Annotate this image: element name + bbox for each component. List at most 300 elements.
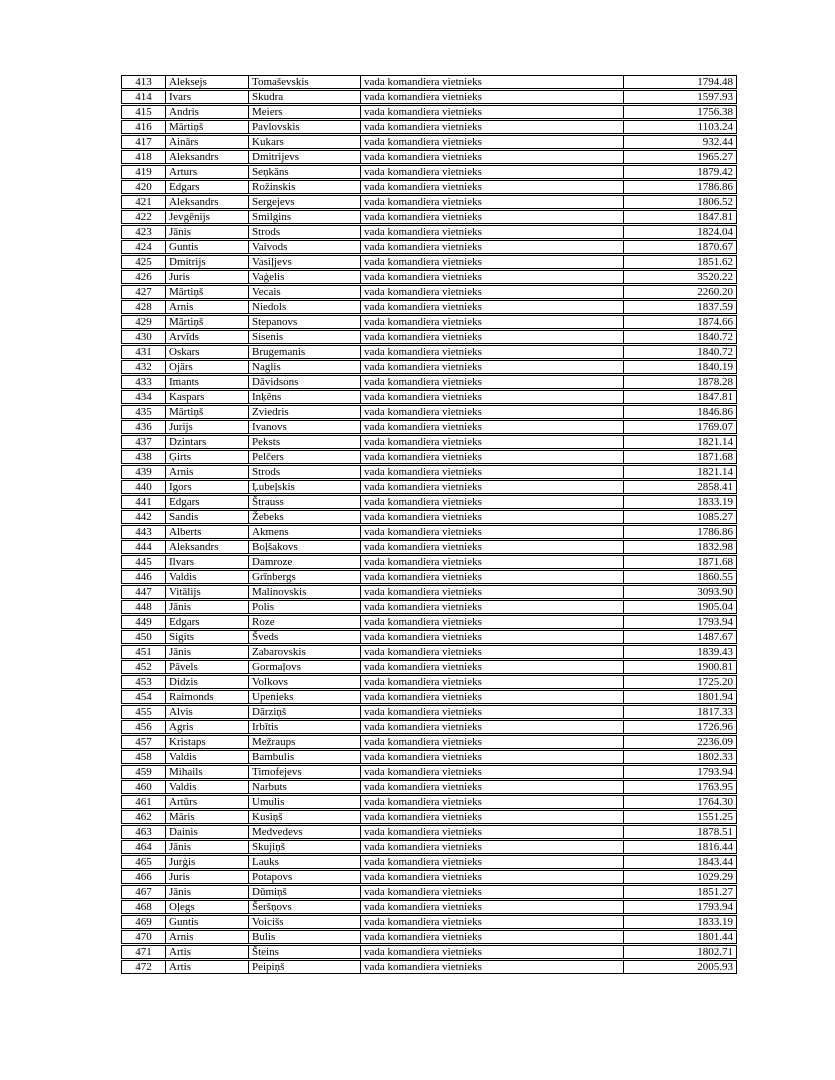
position-cell: vada komandiera vietnieks [360, 450, 623, 464]
table-row [121, 675, 737, 689]
row-number-cell: 447 [121, 585, 165, 599]
first-name-cell: Mihails [165, 765, 248, 779]
amount-cell: 1879.42 [623, 165, 737, 179]
amount-cell: 1878.51 [623, 825, 737, 839]
first-name-cell: Arnis [165, 465, 248, 479]
amount-cell: 1793.94 [623, 765, 737, 779]
row-number-cell: 432 [121, 360, 165, 374]
last-name-cell: Kukars [248, 135, 360, 149]
amount-cell: 2236.09 [623, 735, 737, 749]
table-row [121, 345, 737, 359]
first-name-cell: Kristaps [165, 735, 248, 749]
last-name-cell: Štrauss [248, 495, 360, 509]
position-cell: vada komandiera vietnieks [360, 645, 623, 659]
row-number-cell: 444 [121, 540, 165, 554]
table-body [121, 75, 737, 974]
table-row [121, 120, 737, 134]
position-cell: vada komandiera vietnieks [360, 870, 623, 884]
row-number-cell: 433 [121, 375, 165, 389]
position-cell: vada komandiera vietnieks [360, 120, 623, 134]
amount-cell: 1793.94 [623, 900, 737, 914]
last-name-cell: Inķēns [248, 390, 360, 404]
table-row [121, 180, 737, 194]
table-row [121, 465, 737, 479]
table-row [121, 510, 737, 524]
row-number-cell: 468 [121, 900, 165, 914]
table-row [121, 255, 737, 269]
table-row [121, 690, 737, 704]
last-name-cell: Lauks [248, 855, 360, 869]
first-name-cell: Dainis [165, 825, 248, 839]
position-cell: vada komandiera vietnieks [360, 240, 623, 254]
last-name-cell: Irbītis [248, 720, 360, 734]
row-number-cell: 430 [121, 330, 165, 344]
amount-cell: 1725.20 [623, 675, 737, 689]
first-name-cell: Valdis [165, 780, 248, 794]
amount-cell: 1786.86 [623, 180, 737, 194]
position-cell: vada komandiera vietnieks [360, 555, 623, 569]
position-cell: vada komandiera vietnieks [360, 675, 623, 689]
table-row [121, 660, 737, 674]
row-number-cell: 427 [121, 285, 165, 299]
first-name-cell: Jurijs [165, 420, 248, 434]
amount-cell: 1103.24 [623, 120, 737, 134]
first-name-cell: Alberts [165, 525, 248, 539]
table-row [121, 90, 737, 104]
amount-cell: 1839.43 [623, 645, 737, 659]
last-name-cell: Šveds [248, 630, 360, 644]
row-number-cell: 414 [121, 90, 165, 104]
row-number-cell: 435 [121, 405, 165, 419]
amount-cell: 932.44 [623, 135, 737, 149]
last-name-cell: Akmens [248, 525, 360, 539]
position-cell: vada komandiera vietnieks [360, 525, 623, 539]
position-cell: vada komandiera vietnieks [360, 690, 623, 704]
row-number-cell: 425 [121, 255, 165, 269]
position-cell: vada komandiera vietnieks [360, 375, 623, 389]
table-row [121, 135, 737, 149]
row-number-cell: 426 [121, 270, 165, 284]
table-row [121, 285, 737, 299]
amount-cell: 2260.20 [623, 285, 737, 299]
table-row [121, 570, 737, 584]
amount-cell: 1821.14 [623, 435, 737, 449]
table-row [121, 240, 737, 254]
amount-cell: 1871.68 [623, 555, 737, 569]
first-name-cell: Guntis [165, 240, 248, 254]
amount-cell: 1874.66 [623, 315, 737, 329]
table-row [121, 150, 737, 164]
row-number-cell: 413 [121, 75, 165, 89]
position-cell: vada komandiera vietnieks [360, 270, 623, 284]
table-row [121, 795, 737, 809]
first-name-cell: Arturs [165, 165, 248, 179]
position-cell: vada komandiera vietnieks [360, 735, 623, 749]
row-number-cell: 451 [121, 645, 165, 659]
position-cell: vada komandiera vietnieks [360, 75, 623, 89]
amount-cell: 1840.72 [623, 330, 737, 344]
first-name-cell: Dmitrijs [165, 255, 248, 269]
table-row [121, 495, 737, 509]
amount-cell: 1840.19 [623, 360, 737, 374]
first-name-cell: Jānis [165, 225, 248, 239]
amount-cell: 1816.44 [623, 840, 737, 854]
amount-cell: 1764.30 [623, 795, 737, 809]
first-name-cell: Valdis [165, 750, 248, 764]
table-row [121, 210, 737, 224]
last-name-cell: Potapovs [248, 870, 360, 884]
position-cell: vada komandiera vietnieks [360, 285, 623, 299]
position-cell: vada komandiera vietnieks [360, 750, 623, 764]
table-row [121, 375, 737, 389]
first-name-cell: Jānis [165, 840, 248, 854]
row-number-cell: 438 [121, 450, 165, 464]
last-name-cell: Šeršņovs [248, 900, 360, 914]
amount-cell: 1851.62 [623, 255, 737, 269]
amount-cell: 2005.93 [623, 960, 737, 974]
last-name-cell: Rožinskis [248, 180, 360, 194]
first-name-cell: Edgars [165, 495, 248, 509]
table-row [121, 75, 737, 89]
table-row [121, 810, 737, 824]
amount-cell: 1900.81 [623, 660, 737, 674]
position-cell: vada komandiera vietnieks [360, 780, 623, 794]
amount-cell: 1763.95 [623, 780, 737, 794]
last-name-cell: Strods [248, 465, 360, 479]
row-number-cell: 443 [121, 525, 165, 539]
position-cell: vada komandiera vietnieks [360, 765, 623, 779]
position-cell: vada komandiera vietnieks [360, 705, 623, 719]
amount-cell: 1843.44 [623, 855, 737, 869]
amount-cell: 1878.28 [623, 375, 737, 389]
first-name-cell: Aleksandrs [165, 195, 248, 209]
position-cell: vada komandiera vietnieks [360, 315, 623, 329]
table-row [121, 225, 737, 239]
amount-cell: 1860.55 [623, 570, 737, 584]
position-cell: vada komandiera vietnieks [360, 90, 623, 104]
amount-cell: 1851.27 [623, 885, 737, 899]
first-name-cell: Arvīds [165, 330, 248, 344]
first-name-cell: Alvis [165, 705, 248, 719]
row-number-cell: 459 [121, 765, 165, 779]
last-name-cell: Šteins [248, 945, 360, 959]
table-row [121, 765, 737, 779]
first-name-cell: Valdis [165, 570, 248, 584]
row-number-cell: 439 [121, 465, 165, 479]
first-name-cell: Juris [165, 870, 248, 884]
last-name-cell: Bulis [248, 930, 360, 944]
last-name-cell: Žebeks [248, 510, 360, 524]
table-row [121, 825, 737, 839]
first-name-cell: Ilvars [165, 555, 248, 569]
row-number-cell: 471 [121, 945, 165, 959]
row-number-cell: 441 [121, 495, 165, 509]
position-cell: vada komandiera vietnieks [360, 330, 623, 344]
amount-cell: 1870.67 [623, 240, 737, 254]
amount-cell: 1871.68 [623, 450, 737, 464]
amount-cell: 1806.52 [623, 195, 737, 209]
position-cell: vada komandiera vietnieks [360, 885, 623, 899]
position-cell: vada komandiera vietnieks [360, 630, 623, 644]
table-row [121, 780, 737, 794]
table-row [121, 630, 737, 644]
row-number-cell: 450 [121, 630, 165, 644]
first-name-cell: Artis [165, 945, 248, 959]
last-name-cell: Ivanovs [248, 420, 360, 434]
row-number-cell: 422 [121, 210, 165, 224]
position-cell: vada komandiera vietnieks [360, 945, 623, 959]
amount-cell: 1833.19 [623, 915, 737, 929]
amount-cell: 1817.33 [623, 705, 737, 719]
row-number-cell: 452 [121, 660, 165, 674]
position-cell: vada komandiera vietnieks [360, 720, 623, 734]
amount-cell: 1793.94 [623, 615, 737, 629]
last-name-cell: Pavlovskis [248, 120, 360, 134]
first-name-cell: Sandis [165, 510, 248, 524]
position-cell: vada komandiera vietnieks [360, 150, 623, 164]
row-number-cell: 453 [121, 675, 165, 689]
row-number-cell: 462 [121, 810, 165, 824]
table-row [121, 735, 737, 749]
last-name-cell: Sisenis [248, 330, 360, 344]
table-row [121, 645, 737, 659]
row-number-cell: 445 [121, 555, 165, 569]
row-number-cell: 420 [121, 180, 165, 194]
table-row [121, 540, 737, 554]
row-number-cell: 418 [121, 150, 165, 164]
amount-cell: 1085.27 [623, 510, 737, 524]
row-number-cell: 421 [121, 195, 165, 209]
amount-cell: 1487.67 [623, 630, 737, 644]
table-row [121, 420, 737, 434]
amount-cell: 1846.86 [623, 405, 737, 419]
amount-cell: 1824.04 [623, 225, 737, 239]
position-cell: vada komandiera vietnieks [360, 405, 623, 419]
row-number-cell: 416 [121, 120, 165, 134]
position-cell: vada komandiera vietnieks [360, 660, 623, 674]
position-cell: vada komandiera vietnieks [360, 105, 623, 119]
last-name-cell: Umulis [248, 795, 360, 809]
amount-cell: 1802.71 [623, 945, 737, 959]
position-cell: vada komandiera vietnieks [360, 420, 623, 434]
last-name-cell: Skujiņš [248, 840, 360, 854]
position-cell: vada komandiera vietnieks [360, 435, 623, 449]
table-row [121, 600, 737, 614]
first-name-cell: Kaspars [165, 390, 248, 404]
first-name-cell: Artūrs [165, 795, 248, 809]
row-number-cell: 458 [121, 750, 165, 764]
first-name-cell: Edgars [165, 180, 248, 194]
last-name-cell: Volkovs [248, 675, 360, 689]
table-row [121, 315, 737, 329]
row-number-cell: 446 [121, 570, 165, 584]
row-number-cell: 465 [121, 855, 165, 869]
last-name-cell: Vecais [248, 285, 360, 299]
last-name-cell: Damroze [248, 555, 360, 569]
last-name-cell: Dāvidsons [248, 375, 360, 389]
table-row [121, 855, 737, 869]
first-name-cell: Jurģis [165, 855, 248, 869]
last-name-cell: Timofejevs [248, 765, 360, 779]
last-name-cell: Boļšakovs [248, 540, 360, 554]
first-name-cell: Agris [165, 720, 248, 734]
row-number-cell: 440 [121, 480, 165, 494]
row-number-cell: 461 [121, 795, 165, 809]
row-number-cell: 454 [121, 690, 165, 704]
amount-cell: 2858.41 [623, 480, 737, 494]
first-name-cell: Andris [165, 105, 248, 119]
position-cell: vada komandiera vietnieks [360, 900, 623, 914]
row-number-cell: 423 [121, 225, 165, 239]
last-name-cell: Dūmiņš [248, 885, 360, 899]
table-row [121, 555, 737, 569]
first-name-cell: Arnis [165, 300, 248, 314]
last-name-cell: Vasiļjevs [248, 255, 360, 269]
row-number-cell: 436 [121, 420, 165, 434]
table-row [121, 300, 737, 314]
first-name-cell: Guntis [165, 915, 248, 929]
row-number-cell: 442 [121, 510, 165, 524]
last-name-cell: Pelčers [248, 450, 360, 464]
amount-cell: 1837.59 [623, 300, 737, 314]
row-number-cell: 470 [121, 930, 165, 944]
amount-cell: 1847.81 [623, 210, 737, 224]
first-name-cell: Mārtiņš [165, 315, 248, 329]
row-number-cell: 463 [121, 825, 165, 839]
first-name-cell: Aleksejs [165, 75, 248, 89]
position-cell: vada komandiera vietnieks [360, 825, 623, 839]
position-cell: vada komandiera vietnieks [360, 915, 623, 929]
amount-cell: 1551.25 [623, 810, 737, 824]
row-number-cell: 449 [121, 615, 165, 629]
last-name-cell: Polis [248, 600, 360, 614]
row-number-cell: 460 [121, 780, 165, 794]
table-row [121, 615, 737, 629]
last-name-cell: Bambulis [248, 750, 360, 764]
amount-cell: 1597.93 [623, 90, 737, 104]
amount-cell: 1821.14 [623, 465, 737, 479]
position-cell: vada komandiera vietnieks [360, 195, 623, 209]
first-name-cell: Vitālijs [165, 585, 248, 599]
table-row [121, 405, 737, 419]
table-row [121, 330, 737, 344]
first-name-cell: Edgars [165, 615, 248, 629]
row-number-cell: 417 [121, 135, 165, 149]
row-number-cell: 466 [121, 870, 165, 884]
first-name-cell: Ivars [165, 90, 248, 104]
last-name-cell: Dārziņš [248, 705, 360, 719]
table-row [121, 960, 737, 974]
first-name-cell: Ģirts [165, 450, 248, 464]
amount-cell: 3093.90 [623, 585, 737, 599]
position-cell: vada komandiera vietnieks [360, 795, 623, 809]
last-name-cell: Naglis [248, 360, 360, 374]
amount-cell: 1769.07 [623, 420, 737, 434]
last-name-cell: Tomaševskis [248, 75, 360, 89]
amount-cell: 1029.29 [623, 870, 737, 884]
table-row [121, 930, 737, 944]
table-row [121, 900, 737, 914]
table-row [121, 885, 737, 899]
first-name-cell: Oļegs [165, 900, 248, 914]
first-name-cell: Mārtiņš [165, 405, 248, 419]
position-cell: vada komandiera vietnieks [360, 600, 623, 614]
amount-cell: 1833.19 [623, 495, 737, 509]
amount-cell: 3520.22 [623, 270, 737, 284]
position-cell: vada komandiera vietnieks [360, 255, 623, 269]
table-row [121, 195, 737, 209]
position-cell: vada komandiera vietnieks [360, 300, 623, 314]
first-name-cell: Juris [165, 270, 248, 284]
table-row [121, 705, 737, 719]
amount-cell: 1840.72 [623, 345, 737, 359]
position-cell: vada komandiera vietnieks [360, 210, 623, 224]
table-row [121, 450, 737, 464]
first-name-cell: Ainārs [165, 135, 248, 149]
last-name-cell: Niedols [248, 300, 360, 314]
row-number-cell: 464 [121, 840, 165, 854]
row-number-cell: 419 [121, 165, 165, 179]
last-name-cell: Voicišs [248, 915, 360, 929]
amount-cell: 1786.86 [623, 525, 737, 539]
table-row [121, 270, 737, 284]
position-cell: vada komandiera vietnieks [360, 615, 623, 629]
position-cell: vada komandiera vietnieks [360, 465, 623, 479]
first-name-cell: Raimonds [165, 690, 248, 704]
table-row [121, 720, 737, 734]
last-name-cell: Brugemanis [248, 345, 360, 359]
amount-cell: 1847.81 [623, 390, 737, 404]
row-number-cell: 455 [121, 705, 165, 719]
last-name-cell: Medvedevs [248, 825, 360, 839]
row-number-cell: 424 [121, 240, 165, 254]
position-cell: vada komandiera vietnieks [360, 840, 623, 854]
row-number-cell: 456 [121, 720, 165, 734]
table-row [121, 525, 737, 539]
amount-cell: 1801.94 [623, 690, 737, 704]
last-name-cell: Gormaļovs [248, 660, 360, 674]
last-name-cell: Smilgins [248, 210, 360, 224]
row-number-cell: 437 [121, 435, 165, 449]
last-name-cell: Peipiņš [248, 960, 360, 974]
table-row [121, 360, 737, 374]
table-row [121, 480, 737, 494]
last-name-cell: Meiers [248, 105, 360, 119]
position-cell: vada komandiera vietnieks [360, 930, 623, 944]
position-cell: vada komandiera vietnieks [360, 960, 623, 974]
first-name-cell: Jānis [165, 600, 248, 614]
last-name-cell: Malinovskis [248, 585, 360, 599]
position-cell: vada komandiera vietnieks [360, 585, 623, 599]
amount-cell: 1905.04 [623, 600, 737, 614]
position-cell: vada komandiera vietnieks [360, 810, 623, 824]
first-name-cell: Pāvels [165, 660, 248, 674]
last-name-cell: Seņkāns [248, 165, 360, 179]
last-name-cell: Ļubeļskis [248, 480, 360, 494]
position-cell: vada komandiera vietnieks [360, 345, 623, 359]
last-name-cell: Narbuts [248, 780, 360, 794]
position-cell: vada komandiera vietnieks [360, 495, 623, 509]
first-name-cell: Mārtiņš [165, 120, 248, 134]
last-name-cell: Vaģelis [248, 270, 360, 284]
row-number-cell: 467 [121, 885, 165, 899]
first-name-cell: Arnis [165, 930, 248, 944]
last-name-cell: Vaivods [248, 240, 360, 254]
table-row [121, 165, 737, 179]
last-name-cell: Skudra [248, 90, 360, 104]
row-number-cell: 434 [121, 390, 165, 404]
position-cell: vada komandiera vietnieks [360, 135, 623, 149]
